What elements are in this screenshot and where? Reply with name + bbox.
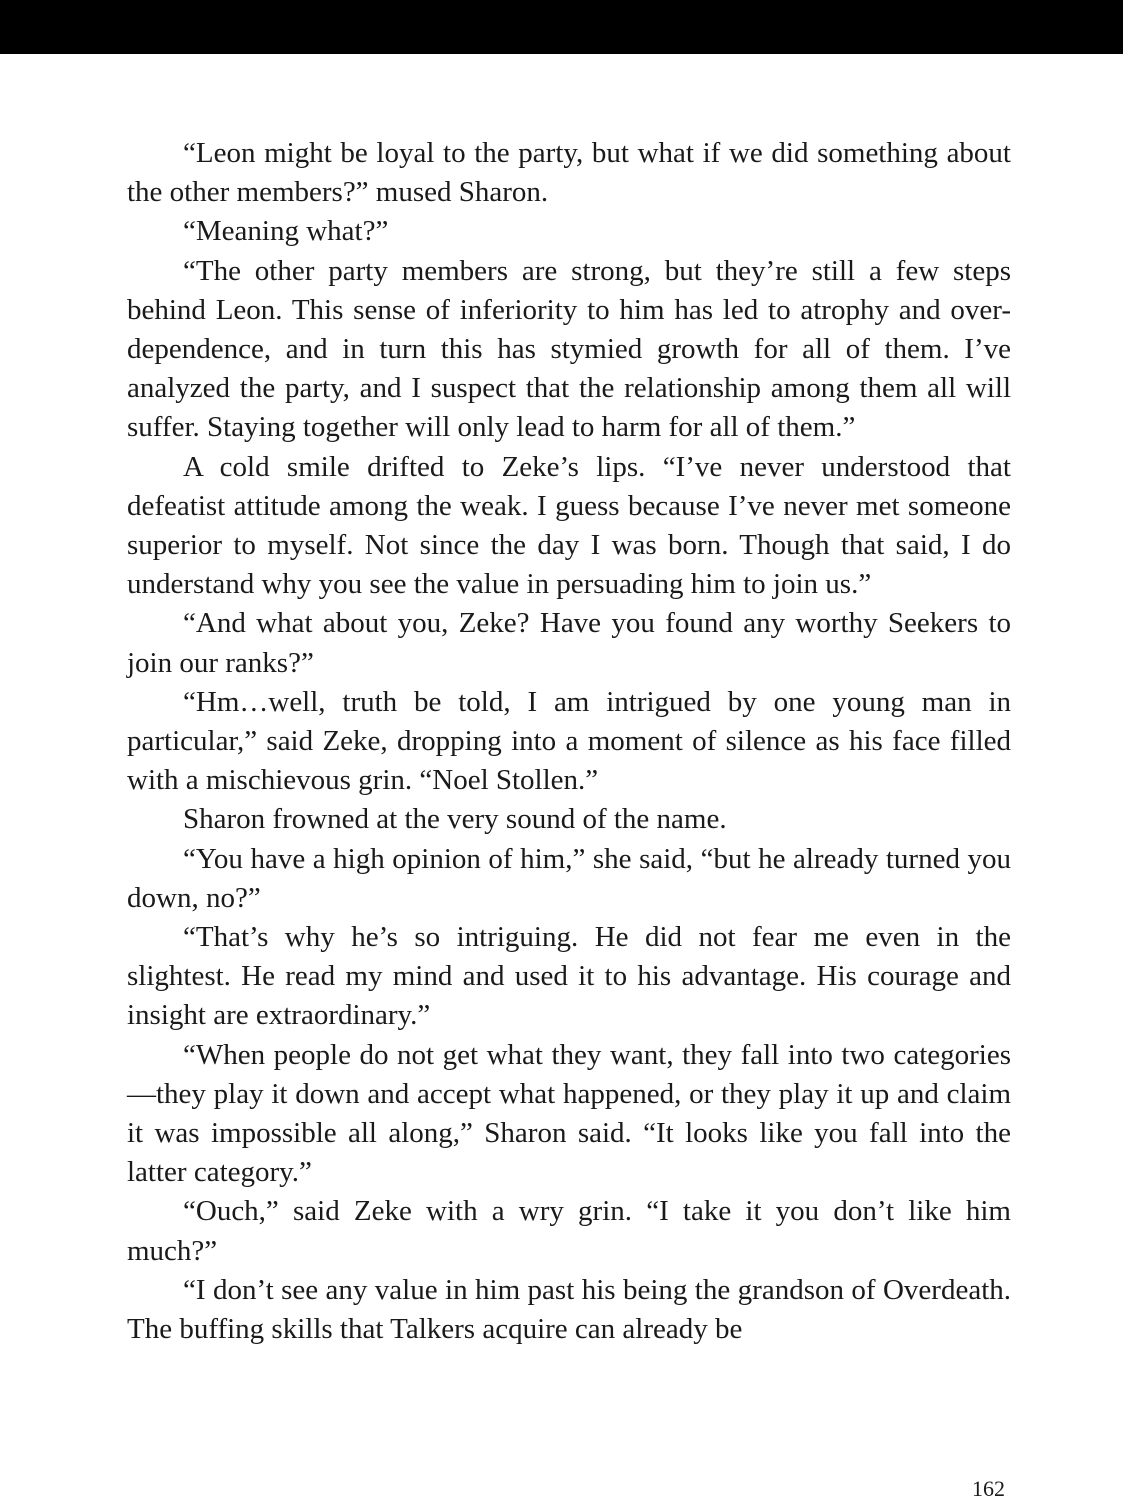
paragraph: “You have a high opinion of him,” she said, “but he already turned you down, no?”	[127, 842, 1011, 914]
paragraph: Sharon frowned at the very sound of the name.	[183, 803, 727, 836]
page-body-text	[127, 134, 1011, 1349]
paragraph: A cold smile drifted to Zeke’s lips. “I’ve never understood that defeatist attitude among the weak. I guess because I’ve never met someone superior to myself. Not since the day I was born. Though that said, I do understand why you see the value in persuading him to join us.”	[127, 450, 1011, 601]
paragraph: “Hm…well, truth be told, I am intrigued by one young man in particular,” said Zeke, dropping into a moment of silence as his face filled with a mischievous grin. “Noel Stollen.”	[127, 685, 1011, 797]
page-number: 162	[972, 1476, 1005, 1501]
paragraph: “That’s why he’s so intriguing. He did not fear me even in the slightest. He read my mind and used it to his advantage. His courage and insight are extraordinary.”	[127, 921, 1011, 1032]
top-scan-edge	[0, 0, 1123, 54]
paragraph: “The other party members are strong, but they’re still a few steps behind Leon. This sense of inferiority to him has led to atrophy and over-dependence, and in turn this has stymied growth for all of them. I’ve analyzed the party, and I suspect that the relationship among them all will suffer. Staying together will only lead to harm for all of them.”	[127, 254, 1011, 444]
paragraph: “Leon might be loyal to the party, but what if we did something about the other members?” mused Sharon.	[127, 137, 1011, 209]
paragraph: “Meaning what?”	[183, 215, 389, 248]
paragraph: “When people do not get what they want, they fall into two categories—they play it down and accept what happened, or they play it up and claim it was impossible all along,” Sharon said. “It looks like you fall into the latter category.”	[127, 1038, 1011, 1189]
paragraph: “I don’t see any value in him past his being the grandson of Overdeath. The buffing skills that Talkers acquire can already be	[127, 1273, 1011, 1346]
paragraph: “And what about you, Zeke? Have you found any worthy Seekers to join our ranks?”	[127, 607, 1011, 679]
paragraph: “Ouch,” said Zeke with a wry grin. “I take it you don’t like him much?”	[127, 1195, 1011, 1267]
